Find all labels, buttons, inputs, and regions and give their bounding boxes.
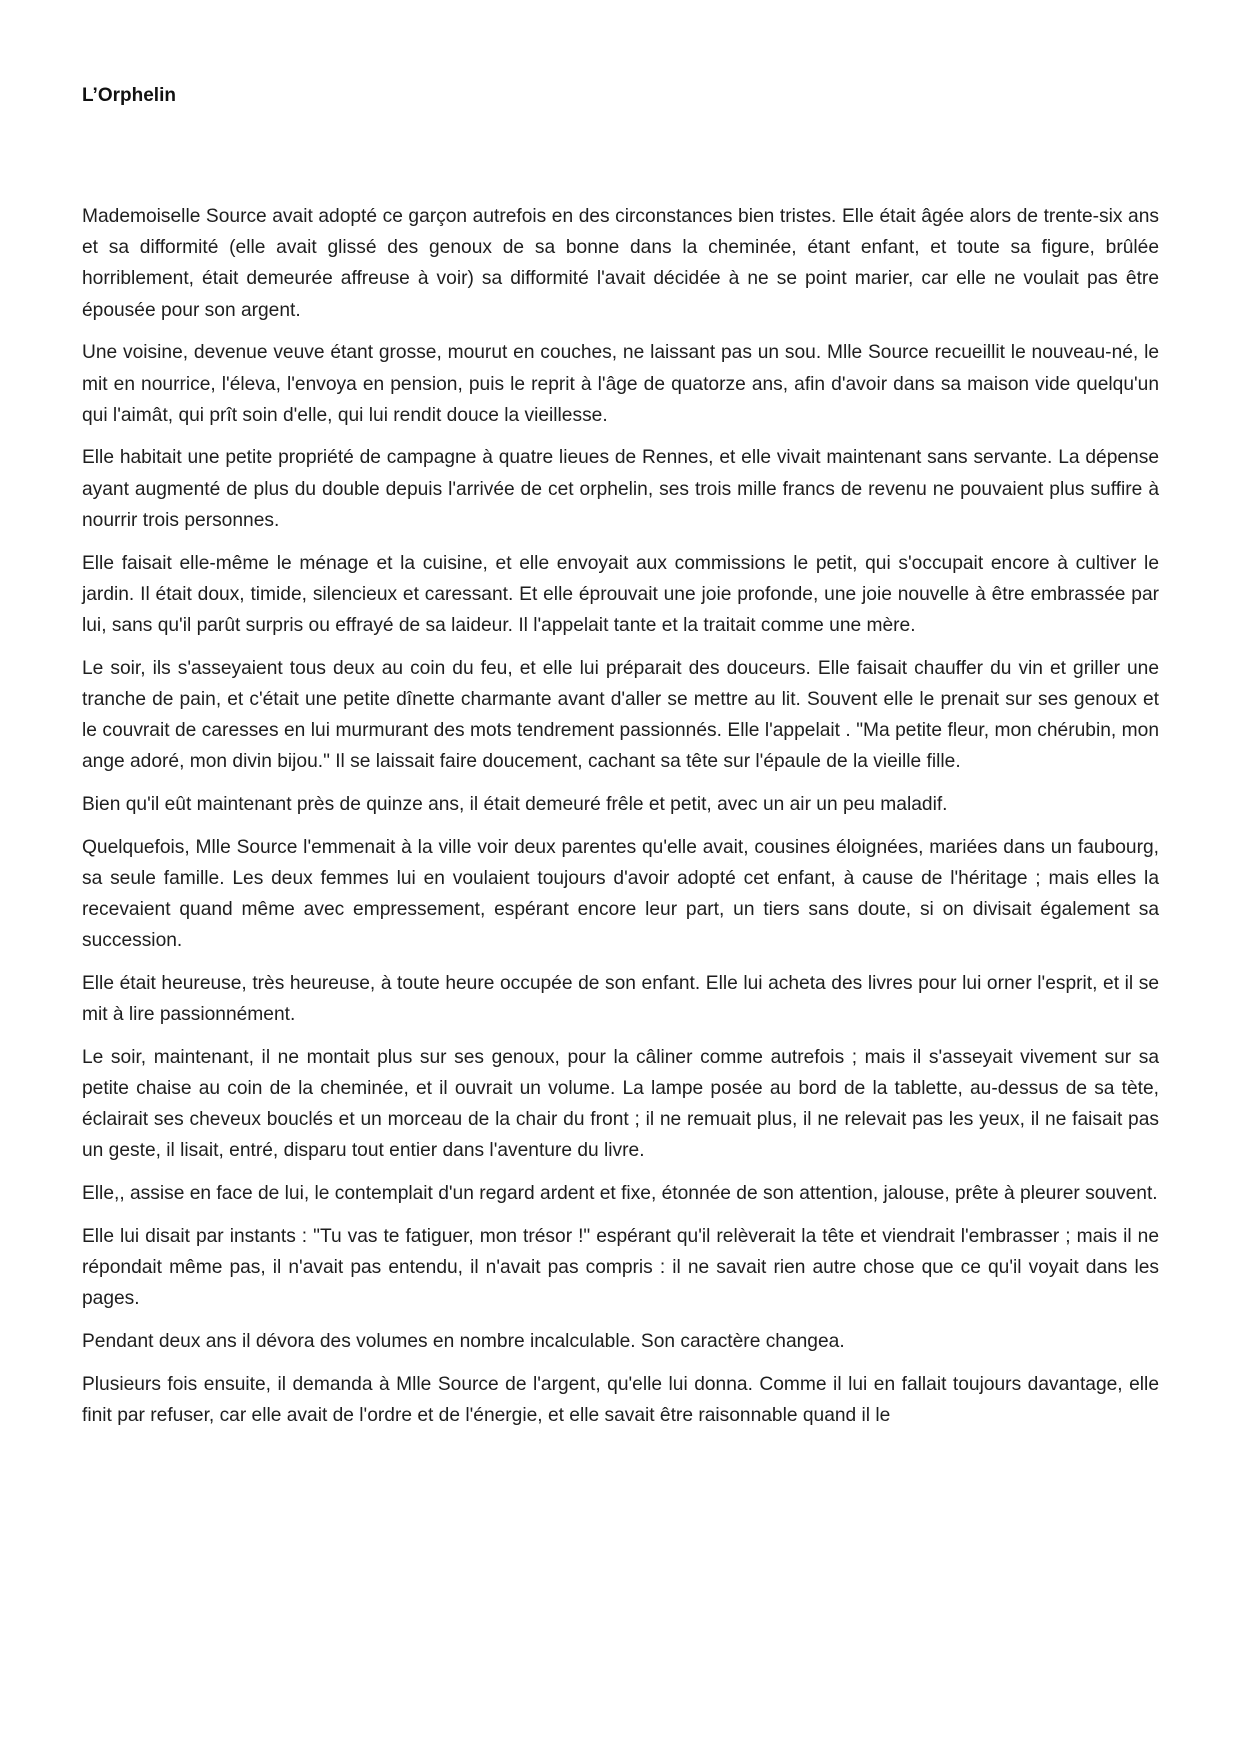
document-page [82, 84, 1159, 1443]
paragraph: Le soir, ils s'asseyaient tous deux au coin du feu, et elle lui préparait des douceurs. Elle faisait chauffer du vin et griller une tranche de pain, et c'était une petite dînette charmante avant d'aller se mettre au lit. Souvent elle le prenait sur ses genoux et le couvrait de caresses en lui murmurant des mots tendrement passionnés. Elle l'appelait . "Ma petite fleur, mon chérubin, mon ange adoré, mon divin bijou." Il se laissait faire doucement, cachant sa tête sur l'épaule de la vieille fille. [82, 657, 1159, 773]
paragraph: Elle habitait une petite propriété de campagne à quatre lieues de Rennes, et elle vivait maintenant sans servante. La dépense ayant augmenté de plus du double depuis l'arrivée de cet orphelin, ses trois mille francs de revenu ne pouvaient plus suffire à nourrir trois personnes. [82, 447, 1159, 531]
document-body [82, 201, 1159, 1431]
paragraph: Plusieurs fois ensuite, il demanda à Mlle Source de l'argent, qu'elle lui donna. Comme il lui en fallait toujours davantage, elle finit par refuser, car elle avait de l'ordre et de l'énergie, et elle savait être raisonnable quand il le [82, 1373, 1159, 1426]
paragraph: Le soir, maintenant, il ne montait plus sur ses genoux, pour la câliner comme autrefois ; mais il s'asseyait vivement sur sa petite chaise au coin de la cheminée, et il ouvrait un volume. La lampe posée au bord de la tablette, au-dessus de sa tète, éclairait ses cheveux bouclés et un morceau de la chair du front ; il ne remuait plus, il ne relevait pas les yeux, il ne faisait pas un geste, il lisait, entré, disparu tout entier dans l'aventure du livre. [82, 1046, 1159, 1162]
paragraph: Pendant deux ans il dévora des volumes en nombre incalculable. Son caractère changea. [82, 1331, 845, 1352]
document-title: L’Orphelin [82, 85, 176, 106]
paragraph: Bien qu'il eût maintenant près de quinze ans, il était demeuré frêle et petit, avec un air un peu maladif. [82, 793, 948, 815]
paragraph: Elle faisait elle-même le ménage et la cuisine, et elle envoyait aux commissions le petit, qui s'occupait encore à cultiver le jardin. Il était doux, timide, silencieux et caressant. Et elle éprouvait une joie profonde, une joie nouvelle à être embrassée par lui, sans qu'il parût surpris ou effrayé de sa laideur. Il l'appelait tante et la traitait comme une mère. [82, 552, 1159, 636]
paragraph: Elle était heureuse, très heureuse, à toute heure occupée de son enfant. Elle lui acheta des livres pour lui orner l'esprit, et il se mit à lire passionnément. [82, 972, 1159, 1026]
paragraph: Quelquefois, Mlle Source l'emmenait à la ville voir deux parentes qu'elle avait, cousines éloignées, mariées dans un faubourg, sa seule famille. Les deux femmes lui en voulaient toujours d'avoir adopté cet enfant, à cause de l'héritage ; mais elles la recevaient quand même avec empressement, espérant encore leur part, un tiers sans doute, si on divisait également sa succession. [82, 836, 1159, 952]
paragraph: Elle,, assise en face de lui, le contemplait d'un regard ardent et fixe, étonnée de son attention, jalouse, prête à pleurer souvent. [82, 1183, 1158, 1205]
paragraph: Mademoiselle Source avait adopté ce garçon autrefois en des circonstances bien tristes. Elle était âgée alors de trente-six ans et sa difformité (elle avait glissé des genoux de sa bonne dans la cheminée, étant enfant, et toute sa figure, brûlée horriblement, était demeurée affreuse à voir) sa difformité l'avait décidée à ne se point marier, car elle ne voulait pas être épousée pour son argent. [82, 206, 1159, 321]
paragraph: Elle lui disait par instants : "Tu vas te fatiguer, mon trésor !" espérant qu'il relèverait la tête et viendrait l'embrasser ; mais il ne répondait même pas, il n'avait pas entendu, il n'avait pas compris : il ne savait rien autre chose que ce qu'il voyait dans les pages. [82, 1225, 1159, 1310]
paragraph: Une voisine, devenue veuve étant grosse, mourut en couches, ne laissant pas un sou. Mlle Source recueillit le nouveau-né, le mit en nourrice, l'éleva, l'envoya en pension, puis le reprit à l'âge de quatorze ans, afin d'avoir dans sa maison vide quelqu'un qui l'aimât, qui prît soin d'elle, qui lui rendit douce la vieillesse. [82, 342, 1159, 426]
